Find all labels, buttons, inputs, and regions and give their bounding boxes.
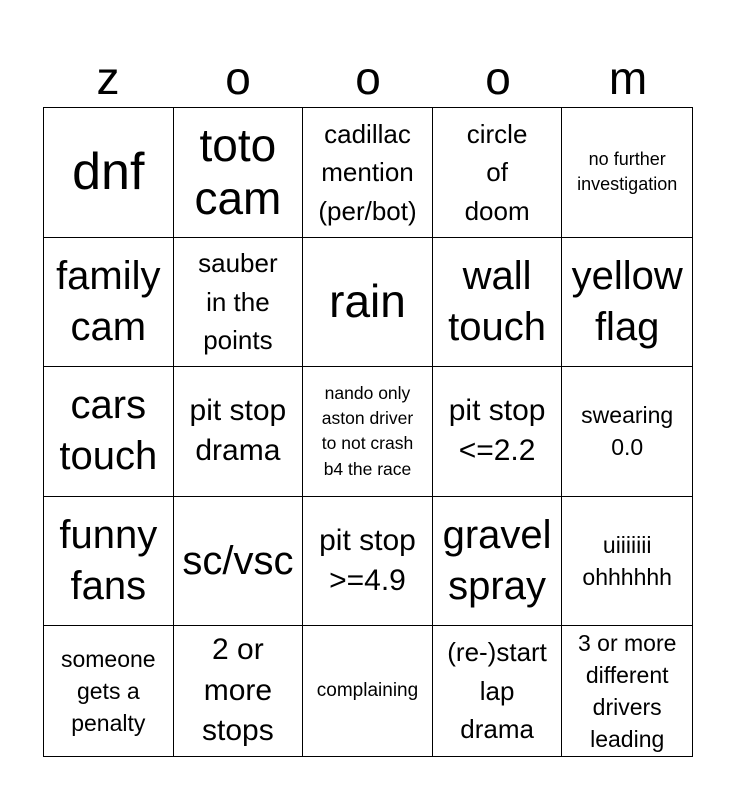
bingo-cell[interactable] bbox=[174, 497, 304, 627]
header-letter-2: o bbox=[225, 52, 251, 104]
bingo-cell[interactable] bbox=[433, 497, 563, 627]
bingo-cell[interactable] bbox=[562, 497, 692, 627]
bingo-cell[interactable] bbox=[174, 626, 304, 756]
cell-text: swearing 0.0 bbox=[581, 402, 674, 461]
bingo-header bbox=[43, 50, 693, 106]
bingo-cell[interactable] bbox=[303, 108, 433, 238]
header-letter-4: o bbox=[485, 52, 511, 104]
cell-text: cars touch bbox=[59, 383, 158, 479]
cell-text: rain bbox=[329, 275, 406, 328]
bingo-cell[interactable] bbox=[303, 626, 433, 756]
bingo-cell[interactable] bbox=[174, 238, 304, 368]
cell-text: sauber in the points bbox=[198, 248, 278, 356]
bingo-cell[interactable] bbox=[303, 497, 433, 627]
cell-text: wall touch bbox=[448, 253, 547, 349]
cell-text: 2 or more stops bbox=[202, 633, 274, 748]
cell-text: (re-)start lap drama bbox=[447, 637, 547, 745]
bingo-cell[interactable] bbox=[303, 238, 433, 368]
bingo-cell[interactable] bbox=[433, 367, 563, 497]
cell-text: complaining bbox=[316, 680, 419, 702]
cell-text: uiiiiiii ohhhhhh bbox=[582, 531, 672, 591]
cell-text: dnf bbox=[72, 143, 145, 202]
bingo-cell[interactable] bbox=[174, 108, 304, 238]
bingo-cell[interactable] bbox=[433, 626, 563, 756]
cell-text: yellow flag bbox=[571, 253, 683, 349]
cell-text: someone gets a penalty bbox=[60, 645, 156, 737]
bingo-cell[interactable] bbox=[44, 238, 174, 368]
cell-text: no further investigation bbox=[577, 149, 678, 195]
header-letter-5: m bbox=[608, 52, 648, 104]
cell-text: gravel spray bbox=[442, 512, 552, 609]
bingo-grid bbox=[43, 107, 693, 757]
cell-text: nando only aston driver to not crash b4 the race bbox=[321, 382, 414, 479]
bingo-cell[interactable] bbox=[433, 238, 563, 368]
cell-text: pit stop drama bbox=[189, 393, 287, 468]
bingo-cell[interactable] bbox=[44, 626, 174, 756]
cell-text: cadillac mention (per/bot) bbox=[318, 118, 417, 226]
header-letter-1: z bbox=[96, 52, 120, 104]
bingo-cell[interactable] bbox=[44, 497, 174, 627]
bingo-cell[interactable] bbox=[303, 367, 433, 497]
bingo-cell[interactable] bbox=[562, 626, 692, 756]
cell-text: 3 or more different drivers leading bbox=[577, 629, 677, 753]
header-letter-3: o bbox=[355, 52, 381, 104]
bingo-cell[interactable] bbox=[44, 108, 174, 238]
bingo-cell[interactable] bbox=[562, 238, 692, 368]
bingo-cell[interactable] bbox=[562, 108, 692, 238]
bingo-cell[interactable] bbox=[174, 367, 304, 497]
cell-text: pit stop <=2.2 bbox=[448, 393, 546, 468]
cell-text: toto cam bbox=[194, 119, 282, 225]
cell-text: family cam bbox=[56, 253, 161, 349]
cell-text: pit stop >=4.9 bbox=[319, 523, 416, 598]
cell-text: circle of doom bbox=[464, 118, 530, 226]
cell-text: sc/vsc bbox=[182, 538, 294, 583]
bingo-cell[interactable] bbox=[44, 367, 174, 497]
bingo-cell[interactable] bbox=[433, 108, 563, 238]
bingo-cell[interactable] bbox=[562, 367, 692, 497]
cell-text: funny fans bbox=[59, 512, 158, 609]
